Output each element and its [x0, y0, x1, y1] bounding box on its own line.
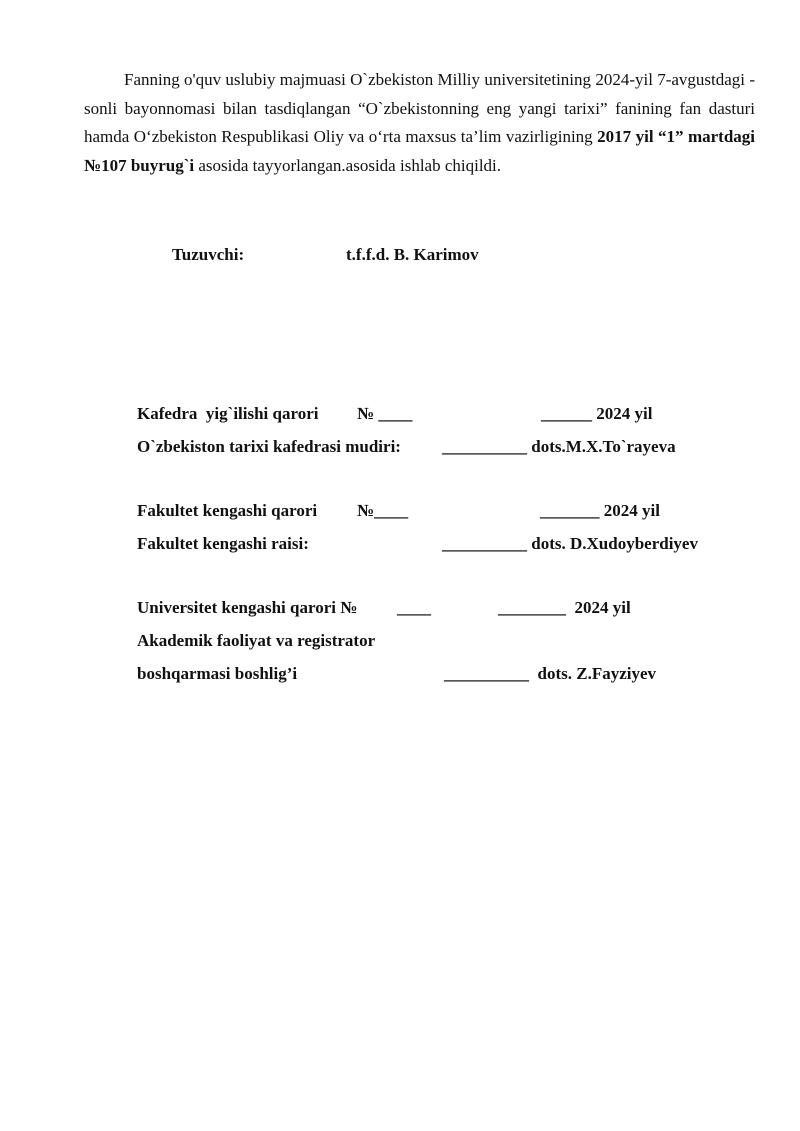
kafedra-decision-label: Kafedra yig`ilishi qarori [137, 404, 319, 423]
kafedra-decision-date: ______ 2024 yil [541, 404, 653, 423]
fakultet-decision-date: _______ 2024 yil [540, 501, 660, 520]
fakultet-decision-label: Fakultet kengashi qarori [137, 501, 318, 520]
intro-paragraph [84, 66, 755, 180]
intro-text-end: asosida tayyorlangan.asosida ishlab chiqildi. [194, 155, 502, 175]
akademik-label-line1: Akademik faoliyat va registrator [137, 631, 376, 650]
author-name: t.f.f.d. B. Karimov [346, 245, 479, 264]
fakultet-decision-number: №____ [357, 501, 409, 520]
akademik-head-signature: __________ dots. Z.Fayziyev [444, 664, 657, 683]
intro-text-start: Fanning o'quv uslubiy majmuasi O`zbekiston Milliy universitetining 2024-yil 7-avgustdagi -sonli bayonnomasi bilan tasdiqlangan “O`zbekistonning eng yangi tarixi” fanining fan dasturi hamda O‘zbekiston Respublikasi Oliy va o‘rta maxsus ta’lim vazirligining [84, 70, 755, 146]
author-label: Tuzuvchi: [172, 245, 245, 264]
kafedra-head-signature: __________ dots.M.X.To`rayeva [442, 437, 676, 456]
universitet-decision-number: ____ [397, 598, 431, 617]
universitet-decision-date: ________ 2024 yil [498, 598, 631, 617]
fakultet-head-signature: __________ dots. D.Xudoyberdiyev [442, 534, 698, 553]
kafedra-decision-number: № ____ [357, 404, 413, 423]
intro-bold-order: 2017 yil “1” martdagi №107 buyrug`i [84, 127, 755, 175]
universitet-decision-label: Universitet kengashi qarori № [137, 598, 358, 617]
fakultet-head-label: Fakultet kengashi raisi: [137, 534, 309, 553]
akademik-label-line2: boshqarmasi boshlig’i [137, 664, 298, 683]
kafedra-head-label: O`zbekiston tarixi kafedrasi mudiri: [137, 437, 401, 456]
